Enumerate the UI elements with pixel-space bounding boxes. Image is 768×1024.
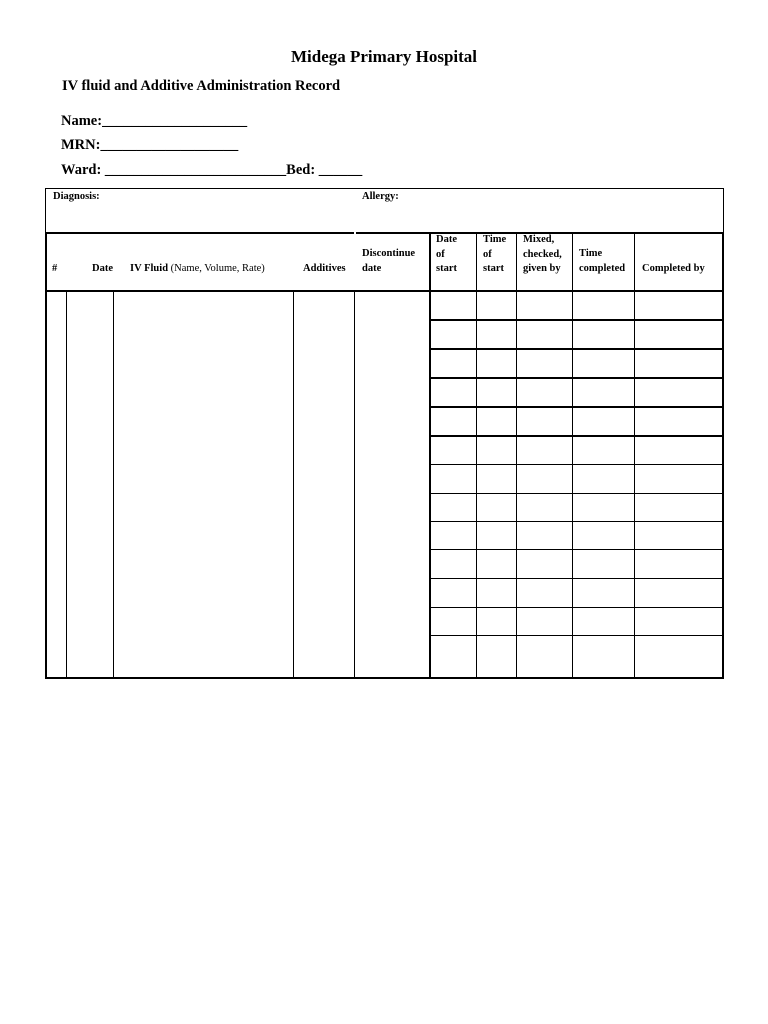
mixed-line-1: Mixed, [523,234,555,245]
time-completed-line-1: Time [579,248,603,259]
date-start-line-2: of [436,248,445,260]
iv-fluid-detail: (Name, Volume, Rate) [170,263,265,274]
col-additives-header: Additives [303,263,346,274]
discontinue-line-1: Discontinue [362,248,416,259]
col-iv-fluid-header [130,262,265,277]
mrn-field[interactable]: MRN:___________________ [61,137,239,153]
record-title: IV fluid and Additive Administration Record [62,78,341,94]
date-start-line-1: Date [436,234,457,245]
col-completed-by-header: Completed by [642,263,705,274]
name-field[interactable]: Name:____________________ [61,113,248,129]
time-completed-line-2: completed [579,262,626,274]
diagnosis-label: Diagnosis: [53,191,100,202]
col-time-start-header [483,233,506,277]
col-mixed-header [523,233,562,277]
col-discontinue-header [362,247,415,276]
col-time-completed-header [579,247,625,276]
ward-label: Ward: _________________________ [61,162,287,178]
time-start-line-2: of [483,248,492,260]
time-start-line-1: Time [483,234,507,245]
date-start-line-3: start [436,263,457,274]
iv-fluid-label: IV Fluid [130,263,169,274]
mixed-line-3: given by [523,263,561,274]
allergy-label: Allergy: [362,191,399,202]
bed-label: Bed: ______ [286,162,363,178]
col-number-header: # [52,263,58,274]
discontinue-line-2: date [362,262,382,274]
col-date-header: Date [92,263,113,274]
time-start-line-3: start [483,263,504,274]
hospital-name: Midega Primary Hospital [290,47,478,66]
col-date-start-header [436,233,457,277]
mixed-line-2: checked, [523,248,562,260]
